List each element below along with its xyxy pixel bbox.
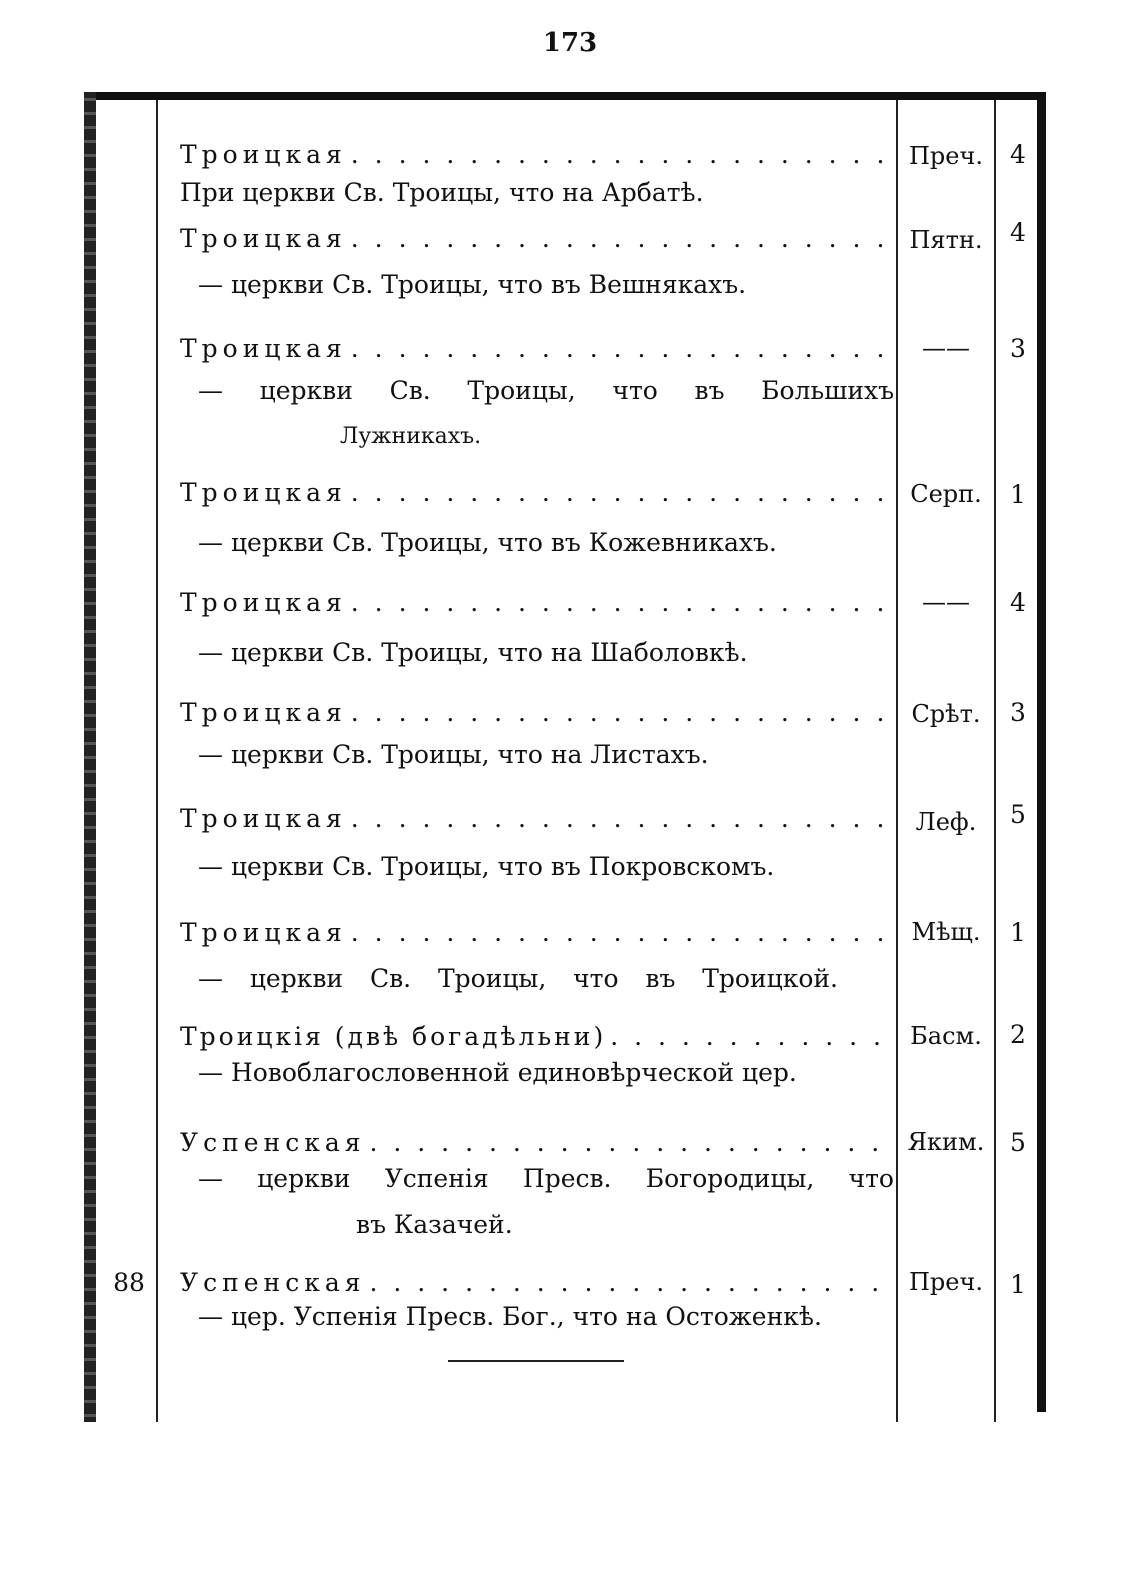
leader-dots (351, 918, 892, 947)
entry-description (180, 262, 894, 308)
entry-count: 3 (1010, 334, 1026, 363)
entry-parish: Леф. (915, 808, 977, 836)
entry-count: 3 (1010, 698, 1026, 727)
description-line: При церкви Св. Троицы, что на Арбатѣ. (180, 178, 704, 207)
entry-description (180, 732, 894, 778)
table-left-border (84, 92, 96, 1422)
index-table (84, 92, 1046, 1422)
entry-title: Троицкая (180, 224, 347, 253)
column-divider-parish (896, 100, 898, 1422)
description-line: Лужникахъ. (340, 424, 482, 449)
entry-parish: Яким. (907, 1128, 985, 1156)
leader-dots (370, 1268, 893, 1297)
entry-description (180, 170, 894, 216)
leader-dots (351, 140, 892, 169)
table-top-rule (84, 92, 1046, 100)
entry-title: Троицкая (180, 588, 347, 617)
entry-title-line (180, 224, 892, 264)
entry-title-line (180, 588, 892, 628)
entry-description (180, 368, 894, 460)
leader-dots (351, 588, 892, 617)
entry-title: Троицкая (180, 698, 347, 727)
leader-dots (370, 1128, 893, 1157)
entry-count: 5 (1010, 800, 1026, 829)
leader-dots (351, 478, 892, 507)
entry-parish: Мѣщ. (911, 918, 981, 946)
entry-parish: —— (922, 334, 970, 362)
leader-dots (351, 224, 892, 253)
entry-description (180, 1294, 894, 1340)
entry-title: Успенская (180, 1268, 366, 1297)
entry-count: 1 (1010, 918, 1026, 947)
description-line: — церкви Успенія Пресв. Богородицы, что (198, 1164, 894, 1193)
entry-title: Троицкая (180, 478, 347, 507)
entry-title-line (180, 478, 892, 518)
entry-number: 88 (113, 1268, 145, 1297)
entry-parish: Серп. (910, 480, 982, 508)
entry-description (180, 1050, 894, 1096)
entry-title-line (180, 804, 892, 844)
description-line: — церкви Св. Троицы, что на Шаболовкѣ. (198, 638, 748, 667)
entry-title: Троицкая (180, 334, 347, 363)
entry-description (180, 956, 894, 1002)
description-line: — цер. Успенія Пресв. Бог., что на Остоженкѣ. (198, 1302, 822, 1331)
entry-count: 4 (1010, 140, 1026, 169)
entry-parish: Срѣт. (911, 700, 981, 728)
entry-description (180, 630, 894, 676)
entry-description (180, 520, 894, 566)
entry-count: 5 (1010, 1128, 1026, 1157)
page-number: 173 (542, 28, 598, 58)
entry-title: Троицкая (180, 918, 347, 947)
entry-count: 1 (1010, 480, 1026, 509)
description-line: — церкви Св. Троицы, что въ Троицкой. (198, 964, 838, 993)
leader-dots (610, 1022, 892, 1051)
entry-parish: —— (922, 588, 970, 616)
column-divider-number (156, 100, 158, 1422)
description-line: — церкви Св. Троицы, что въ Большихъ (198, 376, 894, 405)
leader-dots (351, 698, 892, 727)
description-line: — церкви Св. Троицы, что въ Покровскомъ. (198, 852, 775, 881)
description-line: — церкви Св. Троицы, что въ Вешнякахъ. (198, 270, 747, 299)
entry-description (180, 844, 894, 890)
entry-count: 4 (1010, 218, 1026, 247)
table-right-border (1037, 92, 1046, 1412)
entry-title: Успенская (180, 1128, 366, 1157)
entry-title: Троицкія (двѣ богадѣльни) (180, 1022, 607, 1051)
entry-parish: Пятн. (909, 226, 983, 254)
entry-title: Троицкая (180, 804, 347, 833)
leader-dots (351, 334, 892, 363)
entry-parish: Преч. (909, 1268, 983, 1296)
description-line: въ Казачей. (356, 1210, 513, 1239)
description-line: — церкви Св. Троицы, что въ Кожевникахъ. (198, 528, 777, 557)
entry-count: 4 (1010, 588, 1026, 617)
description-line: — Новоблагословенной единовѣрческой цер. (198, 1058, 797, 1087)
entry-title-line (180, 918, 892, 958)
entry-count: 2 (1010, 1020, 1026, 1049)
entry-count: 1 (1010, 1270, 1026, 1299)
description-line: — церкви Св. Троицы, что на Листахъ. (198, 740, 709, 769)
closing-rule (448, 1360, 624, 1362)
entry-description (180, 1156, 894, 1248)
column-divider-count (994, 100, 996, 1422)
entry-title: Троицкая (180, 140, 347, 169)
entry-parish: Басм. (910, 1022, 982, 1050)
entry-parish: Преч. (909, 142, 983, 170)
leader-dots (351, 804, 892, 833)
